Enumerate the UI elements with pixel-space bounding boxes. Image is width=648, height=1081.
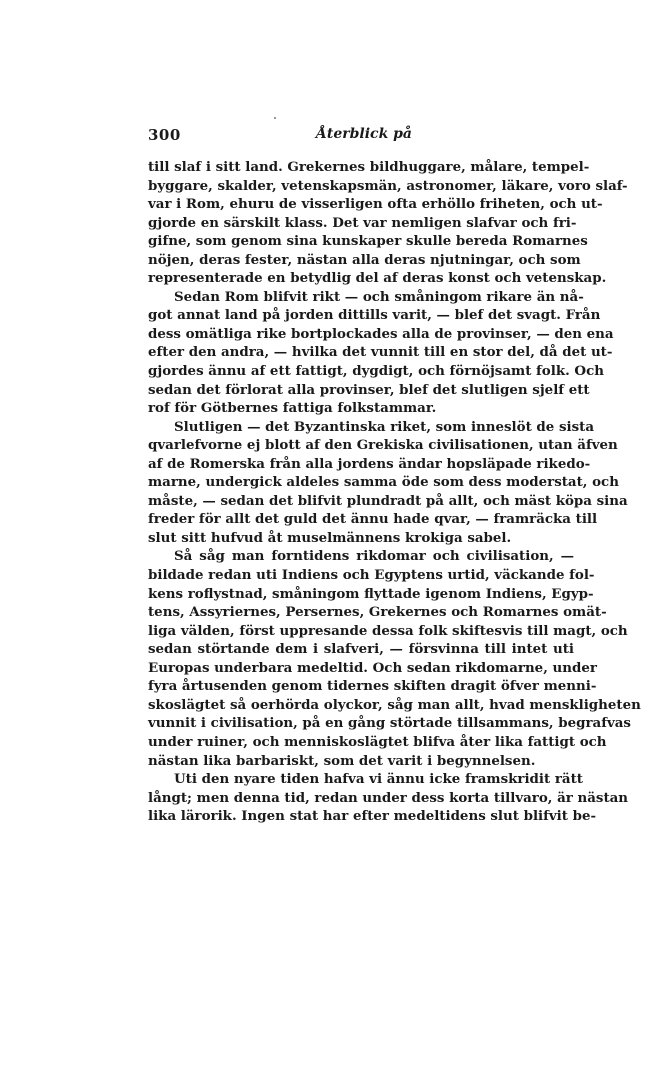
text-line: till slaf i sitt land. Grekernes bildhuggare, målare, tempel- (148, 159, 590, 175)
text-line: marne, undergick aldeles samma öde som dess moderstat, och (148, 474, 619, 491)
text-line: tens, Assyriernes, Persernes, Grekernes och Romarnes omät- (148, 604, 607, 621)
text-line: Så såg man forntidens rikdomar och civilisation, — (174, 548, 574, 565)
text-line: dess omätliga rike bortplockades alla de provinser, — den ena (148, 325, 614, 342)
print-speck (274, 117, 276, 119)
text-line: efter den andra, — hvilka det vunnit till en stor del, då det ut- (148, 344, 613, 361)
text-line: sedan störtande dem i slafveri, — försvinna till intet uti (148, 641, 574, 658)
text-line: vunnit i civilisation, på en gång störtade tillsammans, begrafvas (148, 715, 631, 732)
text-line: gjorde en särskilt klass. Det var nemligen slafvar och fri- (148, 214, 577, 231)
text-line: nästan lika barbariskt, som det varit i begynnelsen. (148, 752, 536, 769)
text-line: liga välden, först uppresande dessa folk skiftesvis till magt, och (148, 622, 628, 639)
text-line: sedan det förlorat alla provinser, blef det slutligen sjelf ett (148, 381, 590, 398)
text-line: Europas underbara medeltid. Och sedan rikdomarne, under (148, 659, 597, 676)
text-line: långt; men denna tid, redan under dess korta tillvaro, är nästan (148, 789, 629, 806)
text-line: under ruiner, och menniskoslägtet blifva åter lika fattigt och (148, 733, 607, 750)
text-line: representerade en betydlig del af deras konst och vetenskap. (148, 270, 607, 287)
text-line: got annat land på jorden dittills varit, — blef det svagt. Från (148, 307, 601, 324)
text-line: gifne, som genom sina kunskaper skulle bereda Romarnes (148, 233, 588, 250)
text-line: byggare, skalder, vetenskapsmän, astronomer, läkare, voro slaf- (148, 177, 628, 194)
text-line: slut sitt hufvud åt muselmännens krokiga sabel. (148, 529, 512, 546)
text-line: skoslägtet så oerhörda olyckor, såg man allt, hvad menskligheten (148, 696, 641, 713)
text-line: var i Rom, ehuru de visserligen ofta erhöllo friheten, och ut- (148, 196, 603, 213)
text-line: måste, — sedan det blifvit plundradt på allt, och mäst köpa sina (148, 492, 628, 509)
text-line: qvarlefvorne ej blott af den Grekiska civilisationen, utan äfven (148, 437, 618, 454)
text-line: lika lärorik. Ingen stat har efter medeltidens slut blifvit be- (148, 808, 597, 825)
text-line: af de Romerska från alla jordens ändar hopsläpade rikedo- (148, 455, 591, 472)
text-line: Sedan Rom blifvit rikt — och småningom rikare än nå- (174, 288, 584, 305)
body-text (148, 158, 641, 826)
page-number: 300 (148, 126, 181, 144)
text-line: Slutligen — det Byzantinska riket, som inneslöt de sista (174, 418, 594, 435)
text-line: gjordes ännu af ett fattigt, dygdigt, och förnöjsamt folk. Och (148, 363, 604, 380)
text-line: bildade redan uti Indiens och Egyptens urtid, väckande fol- (148, 567, 595, 584)
text-line: freder för allt det guld det ännu hade qvar, — framräcka till (148, 511, 598, 528)
text-line: kens roflystnad, småningom flyttade igenom Indiens, Egyp- (148, 585, 594, 602)
page-header (148, 126, 574, 150)
text-line: rof för Götbernes fattiga folkstammar. (148, 400, 437, 417)
text-line: Uti den nyare tiden hafva vi ännu icke framskridit rätt (174, 771, 583, 788)
text-line: nöjen, deras fester, nästan alla deras njutningar, och som (148, 251, 581, 268)
text-line: fyra årtusenden genom tidernes skiften dragit öfver menni- (148, 678, 597, 695)
running-title: Återblick på (316, 126, 412, 142)
